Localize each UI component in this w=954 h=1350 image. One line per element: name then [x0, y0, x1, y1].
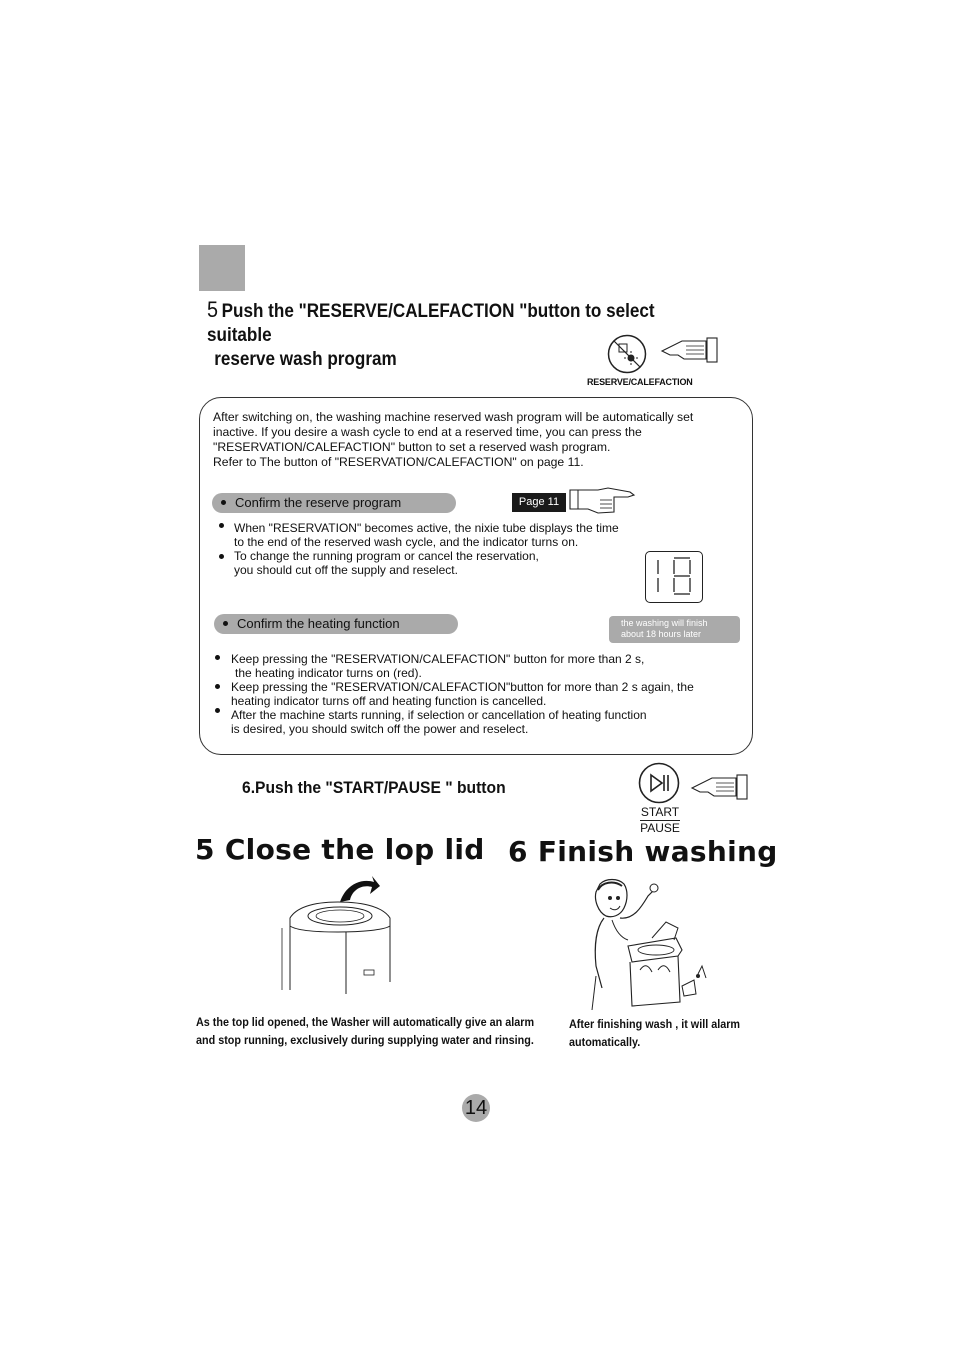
close-lid-title: 5 Close the lop lid	[195, 833, 485, 866]
bullet-dot	[215, 655, 220, 660]
bullet-line: To change the running program or cancel the reservation,	[234, 549, 539, 563]
list-item	[231, 708, 746, 736]
finish-washing-title: 6 Finish washing	[508, 835, 778, 868]
page-reference-badge: Page 11	[512, 493, 566, 512]
list-item	[231, 680, 746, 708]
bullet-line: is desired, you should switch off the power and reselect.	[231, 722, 529, 736]
finish-caption	[569, 1015, 776, 1051]
caption-line: and stop running, exclusively during supplying water and rinsing.	[196, 1033, 534, 1047]
heating-bullets	[231, 652, 746, 736]
confirm-reserve-text: Confirm the reserve program	[235, 495, 402, 510]
list-item	[234, 521, 674, 549]
reserve-calefaction-button-icon	[607, 334, 647, 374]
caption-line: As the top lid opened, the Washer will automatically give an alarm	[196, 1015, 535, 1029]
page-number: 14	[462, 1094, 490, 1122]
nixie-tube-display	[645, 551, 703, 603]
pointing-hand-icon	[690, 774, 750, 800]
bullet-line: Keep pressing the "RESERVATION/CALEFACTION"button for more than 2 s again, the	[231, 680, 694, 694]
confirm-heating-text: Confirm the heating function	[237, 616, 400, 631]
bullet-line: you should cut off the supply and reselect.	[234, 563, 458, 577]
bullet-dot	[215, 684, 220, 689]
start-pause-button-icon	[638, 762, 680, 804]
bullet-line: the heating indicator turns on (red).	[235, 666, 422, 680]
start-label: START	[640, 805, 680, 819]
step6-push-heading: 6.Push the "START/PAUSE " button	[242, 778, 506, 797]
close-lid-caption	[196, 1013, 556, 1049]
pause-label: PAUSE	[640, 821, 680, 835]
woman-finished-washing-illustration	[582, 876, 712, 1012]
note-line: about 18 hours later	[621, 629, 702, 639]
bullet-line: After the machine starts running, if selection or cancellation of heating function	[231, 708, 647, 722]
intro-line: "RESERVATION/CALEFACTION" button to set a reserved wash program.	[213, 440, 611, 454]
confirm-reserve-label	[212, 493, 456, 513]
step5-number: 5	[207, 297, 219, 322]
bullet-line: heating indicator turns off and heating function is cancelled.	[231, 694, 547, 708]
seven-segment-digits-icon	[646, 552, 701, 601]
bullet-dot	[219, 554, 224, 559]
intro-line: inactive. If you desire a wash cycle to end at a reserved time, you can press the	[213, 425, 642, 439]
confirm-heating-label	[214, 614, 458, 634]
intro-line: Refer to The button of "RESERVATION/CALEFACTION" on page 11.	[213, 455, 584, 469]
bullet-dot	[223, 621, 228, 626]
pointing-hand-right-icon	[568, 486, 636, 516]
panel-intro	[213, 410, 748, 470]
caption-line: After finishing wash , it will alarm	[569, 1017, 741, 1031]
start-pause-label	[640, 805, 680, 836]
bullet-dot	[215, 708, 220, 713]
pointing-hand-icon	[660, 337, 720, 363]
step5-title-line2: reserve wash program	[214, 349, 397, 370]
step5-title-line1: Push the "RESERVE/CALEFACTION "button to select suitable	[207, 301, 655, 346]
section-marker-square	[199, 245, 245, 291]
list-item	[231, 652, 746, 680]
finish-time-note	[609, 616, 740, 643]
caption-line: automatically.	[569, 1035, 641, 1049]
bullet-line: When "RESERVATION" becomes active, the nixie tube displays the time	[234, 521, 619, 535]
bullet-line: Keep pressing the "RESERVATION/CALEFACTION" button for more than 2 s,	[231, 652, 645, 666]
list-item	[234, 549, 674, 577]
note-line: the washing will finish	[621, 618, 708, 628]
washer-closing-lid-illustration	[276, 872, 400, 996]
bullet-line: to the end of the reserved wash cycle, and the indicator turns on.	[234, 535, 579, 549]
bullet-dot	[221, 500, 226, 505]
intro-line: After switching on, the washing machine reserved wash program will be automatically set	[213, 410, 694, 424]
bullet-dot	[219, 523, 224, 528]
reserve-bullets	[234, 521, 674, 577]
reserve-button-caption: RESERVE/CALEFACTION	[587, 377, 693, 387]
